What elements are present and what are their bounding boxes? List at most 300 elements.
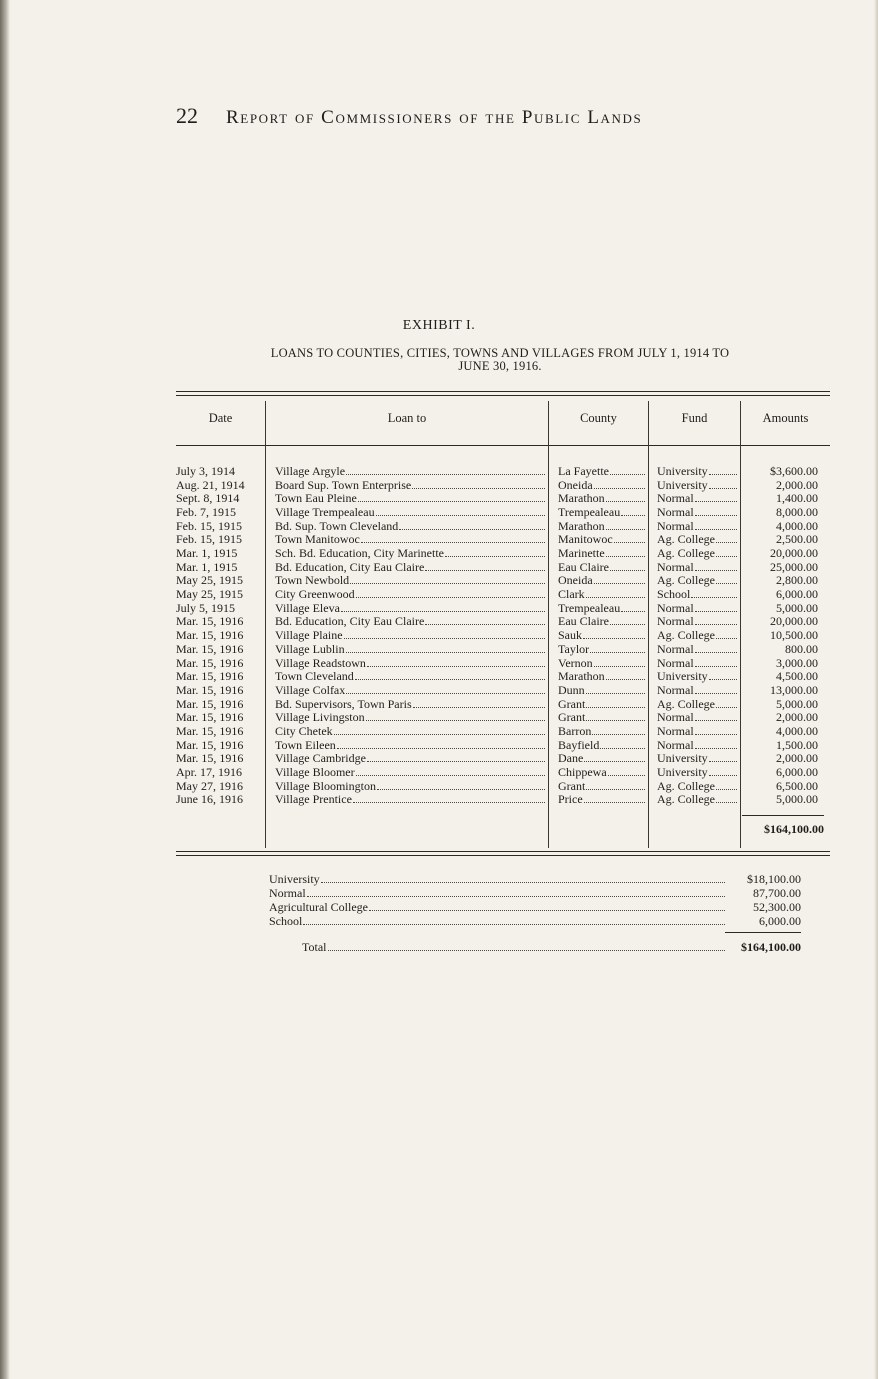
county-cell-text: Eau Claire <box>558 615 609 629</box>
table-row <box>0 684 878 698</box>
dot-leader <box>586 684 645 694</box>
table-header-rule <box>176 445 830 446</box>
dot-leader <box>592 725 645 735</box>
dot-leader <box>695 725 737 735</box>
table-row <box>0 657 878 671</box>
dot-leader <box>695 684 737 694</box>
county-cell <box>558 684 645 698</box>
total-rule <box>742 815 824 816</box>
dot-leader <box>346 465 545 475</box>
subtitle-line-2: JUNE 30, 1916. <box>458 359 542 373</box>
dot-leader <box>355 670 545 680</box>
loan-to-cell <box>275 615 545 629</box>
county-cell <box>558 533 645 547</box>
amount-cell: 20,000.00 <box>770 615 818 629</box>
dot-leader <box>328 941 726 951</box>
date-cell <box>176 615 264 629</box>
dot-leader <box>610 615 645 625</box>
loan-to-cell-text: Village Cambridge <box>275 752 366 766</box>
dot-leader <box>594 657 645 667</box>
dot-leader <box>695 602 737 612</box>
loan-to-cell-text: Bd. Sup. Town Cleveland <box>275 519 399 533</box>
fund-cell-text: Normal <box>657 724 694 738</box>
dot-leader <box>358 492 545 502</box>
county-cell <box>558 602 645 616</box>
date-cell-text: Mar. 15, 1916 <box>176 711 244 725</box>
dot-leader <box>606 547 645 557</box>
amount-cell: $3,600.00 <box>770 465 818 478</box>
dot-leader <box>413 698 545 708</box>
dot-leader <box>695 657 737 667</box>
table-row <box>0 752 878 766</box>
amount-cell: 2,000.00 <box>776 752 818 766</box>
fund-cell-text: Normal <box>657 492 694 506</box>
date-cell-text: Mar. 15, 1916 <box>176 670 244 684</box>
date-cell-text: May 25, 1915 <box>176 588 243 602</box>
loan-to-cell <box>275 766 545 780</box>
dot-leader <box>584 793 645 803</box>
date-cell <box>176 752 264 766</box>
county-cell <box>558 574 645 588</box>
amount-cell: 25,000.00 <box>770 560 818 574</box>
loan-to-cell-text: Village Trempealeau <box>275 506 375 520</box>
table-subtitle <box>210 347 790 373</box>
fund-cell-text: Ag. College <box>657 697 715 711</box>
dot-leader <box>614 533 645 543</box>
date-cell <box>176 533 264 547</box>
county-cell-text: Bayfield <box>558 738 600 752</box>
summary-row <box>269 900 801 914</box>
dot-leader <box>377 780 545 790</box>
dot-leader <box>586 780 645 790</box>
dot-leader <box>716 533 737 543</box>
dot-leader <box>445 547 545 557</box>
amount-cell: 5,000.00 <box>776 793 818 807</box>
date-cell-text: Mar. 15, 1916 <box>176 724 244 738</box>
amount-cell: 10,500.00 <box>770 629 818 643</box>
loan-to-cell-text: Village Readstown <box>275 656 366 670</box>
fund-cell-text: Normal <box>657 601 694 615</box>
date-cell <box>176 520 264 534</box>
loan-to-cell <box>275 657 545 671</box>
dot-leader <box>600 739 645 749</box>
date-cell <box>176 739 264 753</box>
column-header-amounts: Amounts <box>762 411 809 425</box>
date-cell-text: July 3, 1914 <box>176 465 236 478</box>
fund-cell <box>657 602 737 616</box>
column-header-county: County <box>580 411 617 425</box>
fund-cell <box>657 506 737 520</box>
table-row <box>0 506 878 520</box>
county-cell-text: Eau Claire <box>558 560 609 574</box>
county-cell <box>558 520 645 534</box>
table-row <box>0 739 878 753</box>
dot-leader <box>621 602 645 612</box>
dot-leader <box>367 657 545 667</box>
table-row <box>0 629 878 643</box>
fund-cell <box>657 533 737 547</box>
dot-leader <box>361 533 545 543</box>
dot-leader <box>610 465 645 475</box>
county-cell-text: Taylor <box>558 642 590 656</box>
dot-leader <box>716 574 737 584</box>
dot-leader <box>356 588 545 598</box>
summary-label: Normal <box>269 886 306 900</box>
loan-to-cell <box>275 492 545 506</box>
dot-leader <box>716 547 737 557</box>
date-cell-text: Sept. 8, 1914 <box>176 492 240 506</box>
county-cell <box>558 711 645 725</box>
date-cell <box>176 465 264 479</box>
dot-leader <box>709 766 737 776</box>
loan-to-cell-text: Town Cleveland <box>275 670 354 684</box>
loan-to-cell-text: City Chetek <box>275 724 333 738</box>
fund-cell <box>657 547 737 561</box>
summary-row <box>269 872 801 886</box>
table-total-amount: $164,100.00 <box>764 822 824 836</box>
date-cell <box>176 506 264 520</box>
county-cell-text: Oneida <box>558 478 593 492</box>
dot-leader <box>399 520 545 530</box>
fund-cell-text: Ag. College <box>657 779 715 793</box>
county-cell-text: Trempealeau <box>558 601 621 615</box>
loan-to-cell <box>275 465 545 479</box>
loan-to-cell-text: Town Manitowoc <box>275 533 360 547</box>
loan-to-cell <box>275 547 545 561</box>
loan-to-cell-text: Village Colfax <box>275 683 346 697</box>
loan-to-cell-text: Town Eileen <box>275 738 336 752</box>
loan-to-cell <box>275 629 545 643</box>
county-cell <box>558 752 645 766</box>
date-cell-text: Mar. 15, 1916 <box>176 642 244 656</box>
county-cell-text: La Fayette <box>558 465 609 478</box>
date-cell-text: July 5, 1915 <box>176 601 236 615</box>
loan-to-cell <box>275 752 545 766</box>
date-cell-text: Mar. 1, 1915 <box>176 560 238 574</box>
dot-leader <box>608 766 645 776</box>
county-cell-text: Marathon <box>558 492 605 506</box>
dot-leader <box>307 887 725 897</box>
loan-to-cell-text: City Greenwood <box>275 588 355 602</box>
county-cell-text: Marathon <box>558 670 605 684</box>
county-cell <box>558 657 645 671</box>
fund-cell-text: University <box>657 752 708 766</box>
date-cell-text: Feb. 7, 1915 <box>176 506 236 520</box>
date-cell-text: Apr. 17, 1916 <box>176 765 242 779</box>
dot-leader <box>303 915 725 925</box>
county-cell-text: Sauk <box>558 629 582 643</box>
table-bottom-rule-2 <box>176 855 830 856</box>
date-cell-text: Mar. 15, 1916 <box>176 656 244 670</box>
dot-leader <box>606 520 645 530</box>
loan-to-cell <box>275 602 545 616</box>
county-cell <box>558 698 645 712</box>
fund-cell <box>657 643 737 657</box>
county-cell-text: Manitowoc <box>558 533 613 547</box>
exhibit-title: EXHIBIT I. <box>402 318 476 333</box>
county-cell-text: Chippewa <box>558 765 607 779</box>
fund-cell-text: University <box>657 465 708 478</box>
table-row <box>0 711 878 725</box>
county-cell-text: Marinette <box>558 547 605 561</box>
fund-cell-text: Normal <box>657 711 694 725</box>
fund-cell-text: School <box>657 588 691 602</box>
running-title: Report of Commissioners of the Public Lands <box>226 107 643 128</box>
table-row <box>0 615 878 629</box>
loan-to-cell <box>275 739 545 753</box>
fund-cell <box>657 752 737 766</box>
loan-to-cell <box>275 793 545 807</box>
dot-leader <box>695 643 737 653</box>
table-row <box>0 574 878 588</box>
date-cell <box>176 657 264 671</box>
amount-cell: 1,400.00 <box>776 492 818 506</box>
amount-cell: 4,000.00 <box>776 724 818 738</box>
table-row <box>0 520 878 534</box>
amount-cell: 1,500.00 <box>776 738 818 752</box>
loan-to-cell <box>275 698 545 712</box>
fund-cell <box>657 561 737 575</box>
county-cell <box>558 465 645 479</box>
dot-leader <box>621 506 645 516</box>
fund-cell-text: Ag. College <box>657 629 715 643</box>
date-cell-text: Feb. 15, 1915 <box>176 533 242 547</box>
date-cell-text: June 16, 1916 <box>176 793 243 807</box>
date-cell <box>176 698 264 712</box>
fund-cell-text: Normal <box>657 519 694 533</box>
county-cell <box>558 547 645 561</box>
dot-leader <box>334 725 545 735</box>
summary-total-label: Total <box>302 940 327 954</box>
amount-cell: 2,000.00 <box>776 478 818 492</box>
table-row <box>0 465 878 479</box>
summary-value: 52,300.00 <box>753 900 801 914</box>
fund-cell <box>657 629 737 643</box>
date-cell-text: Mar. 15, 1916 <box>176 629 244 643</box>
summary-total-row <box>302 940 801 954</box>
table-top-rule-2 <box>176 395 830 396</box>
amount-cell: 8,000.00 <box>776 506 818 520</box>
date-cell <box>176 492 264 506</box>
loan-to-cell <box>275 588 545 602</box>
date-cell-text: Mar. 15, 1916 <box>176 752 244 766</box>
county-cell-text: Barron <box>558 724 592 738</box>
fund-cell <box>657 739 737 753</box>
dot-leader <box>709 752 737 762</box>
table-row <box>0 780 878 794</box>
fund-cell <box>657 711 737 725</box>
county-cell <box>558 629 645 643</box>
loan-to-cell-text: Bd. Supervisors, Town Paris <box>275 697 412 711</box>
column-header-date: Date <box>208 411 233 425</box>
summary-label-cell <box>269 886 725 900</box>
summary-value: 87,700.00 <box>753 886 801 900</box>
summary-label: University <box>269 872 320 886</box>
loan-to-cell-text: Town Eau Pleine <box>275 492 357 506</box>
county-cell-text: Oneida <box>558 574 593 588</box>
amount-cell: 5,000.00 <box>776 697 818 711</box>
fund-cell-text: Ag. College <box>657 793 715 807</box>
county-cell <box>558 766 645 780</box>
loan-to-cell-text: Village Bloomer <box>275 765 355 779</box>
fund-cell <box>657 465 737 479</box>
dot-leader <box>425 615 545 625</box>
fund-cell-text: University <box>657 670 708 684</box>
dot-leader <box>695 615 737 625</box>
dot-leader <box>586 698 645 708</box>
date-cell-text: May 27, 1916 <box>176 779 243 793</box>
amount-cell: 3,000.00 <box>776 656 818 670</box>
loan-to-cell-text: Village Eleva <box>275 601 340 615</box>
table-row <box>0 643 878 657</box>
summary-value: $18,100.00 <box>747 872 801 886</box>
dot-leader <box>350 574 545 584</box>
county-cell <box>558 793 645 807</box>
dot-leader <box>716 629 737 639</box>
dot-leader <box>695 711 737 721</box>
dot-leader <box>709 479 737 489</box>
county-cell-text: Clark <box>558 588 585 602</box>
dot-leader <box>606 670 645 680</box>
fund-cell-text: Ag. College <box>657 533 715 547</box>
loan-to-cell-text: Board Sup. Town Enterprise <box>275 478 412 492</box>
date-cell <box>176 561 264 575</box>
table-bottom-rule-1 <box>176 851 830 852</box>
fund-cell <box>657 780 737 794</box>
dot-leader <box>695 492 737 502</box>
subtitle-line-1: LOANS TO COUNTIES, CITIES, TOWNS AND VILLAGES FROM JULY 1, 1914 TO <box>270 346 730 360</box>
fund-cell-text: Normal <box>657 506 694 520</box>
table-row <box>0 479 878 493</box>
dot-leader <box>716 698 737 708</box>
amount-cell: 2,500.00 <box>776 533 818 547</box>
dot-leader <box>606 492 645 502</box>
table-row <box>0 602 878 616</box>
date-cell <box>176 574 264 588</box>
loan-to-cell <box>275 670 545 684</box>
loan-to-cell <box>275 533 545 547</box>
table-row <box>0 670 878 684</box>
fund-cell-text: Normal <box>657 615 694 629</box>
dot-leader <box>344 629 545 639</box>
fund-cell <box>657 615 737 629</box>
column-header-loan-to: Loan to <box>387 411 427 425</box>
fund-cell <box>657 793 737 807</box>
date-cell <box>176 547 264 561</box>
county-cell <box>558 588 645 602</box>
fund-cell <box>657 684 737 698</box>
dot-leader <box>695 561 737 571</box>
loan-to-cell <box>275 780 545 794</box>
summary-value: 6,000.00 <box>759 914 801 928</box>
dot-leader <box>321 873 725 883</box>
loan-to-cell <box>275 561 545 575</box>
table-row <box>0 561 878 575</box>
date-cell <box>176 766 264 780</box>
dot-leader <box>356 766 545 776</box>
loan-to-cell-text: Town Newbold <box>275 574 350 588</box>
column-header-fund: Fund <box>681 411 708 425</box>
table-row <box>0 533 878 547</box>
county-cell <box>558 670 645 684</box>
loan-to-cell <box>275 711 545 725</box>
summary-label-cell <box>269 914 725 928</box>
table-row <box>0 793 878 807</box>
dot-leader <box>584 752 645 762</box>
date-cell <box>176 479 264 493</box>
date-cell <box>176 684 264 698</box>
summary-total-value: $164,100.00 <box>741 940 801 954</box>
fund-cell-text: Normal <box>657 656 694 670</box>
running-header <box>176 103 782 133</box>
amount-cell: 2,000.00 <box>776 711 818 725</box>
county-cell <box>558 780 645 794</box>
loan-to-cell <box>275 725 545 739</box>
dot-leader <box>590 643 645 653</box>
county-cell <box>558 615 645 629</box>
dot-leader <box>594 574 645 584</box>
fund-cell <box>657 520 737 534</box>
summary-rule <box>725 932 801 933</box>
dot-leader <box>346 643 545 653</box>
county-cell-text: Grant <box>558 697 586 711</box>
dot-leader <box>353 793 545 803</box>
county-cell-text: Vernon <box>558 656 593 670</box>
loan-to-cell-text: Bd. Education, City Eau Claire <box>275 560 425 574</box>
dot-leader <box>716 780 737 790</box>
dot-leader <box>583 629 645 639</box>
amount-cell: 13,000.00 <box>770 683 818 697</box>
loan-to-cell-text: Village Livingston <box>275 711 365 725</box>
dot-leader <box>425 561 545 571</box>
loan-to-cell-text: Village Argyle <box>275 465 346 478</box>
table-row <box>0 766 878 780</box>
dot-leader <box>716 793 737 803</box>
loan-to-cell <box>275 520 545 534</box>
county-cell <box>558 739 645 753</box>
loan-to-cell <box>275 506 545 520</box>
amount-cell: 6,500.00 <box>776 779 818 793</box>
date-cell <box>176 725 264 739</box>
table-row <box>0 725 878 739</box>
dot-leader <box>369 901 725 911</box>
loan-to-cell-text: Village Plaine <box>275 629 343 643</box>
county-cell-text: Dane <box>558 752 584 766</box>
fund-cell <box>657 766 737 780</box>
county-cell <box>558 643 645 657</box>
summary-label-cell <box>269 900 725 914</box>
dot-leader <box>367 752 545 762</box>
dot-leader <box>695 739 737 749</box>
loan-to-cell <box>275 479 545 493</box>
loan-to-cell-text: Village Prentice <box>275 793 352 807</box>
loan-to-cell <box>275 684 545 698</box>
dot-leader <box>586 711 645 721</box>
county-cell-text: Price <box>558 793 583 807</box>
fund-cell-text: University <box>657 478 708 492</box>
loan-to-cell-text: Sch. Bd. Education, City Marinette <box>275 547 444 561</box>
fund-cell <box>657 492 737 506</box>
dot-leader <box>346 684 545 694</box>
amount-cell: 6,000.00 <box>776 588 818 602</box>
dot-leader <box>376 506 545 516</box>
loan-to-cell-text: Village Lublin <box>275 642 345 656</box>
amount-cell: 800.00 <box>785 642 818 656</box>
dot-leader <box>709 465 737 475</box>
fund-cell-text: University <box>657 765 708 779</box>
loan-to-cell <box>275 643 545 657</box>
amount-cell: 4,000.00 <box>776 519 818 533</box>
